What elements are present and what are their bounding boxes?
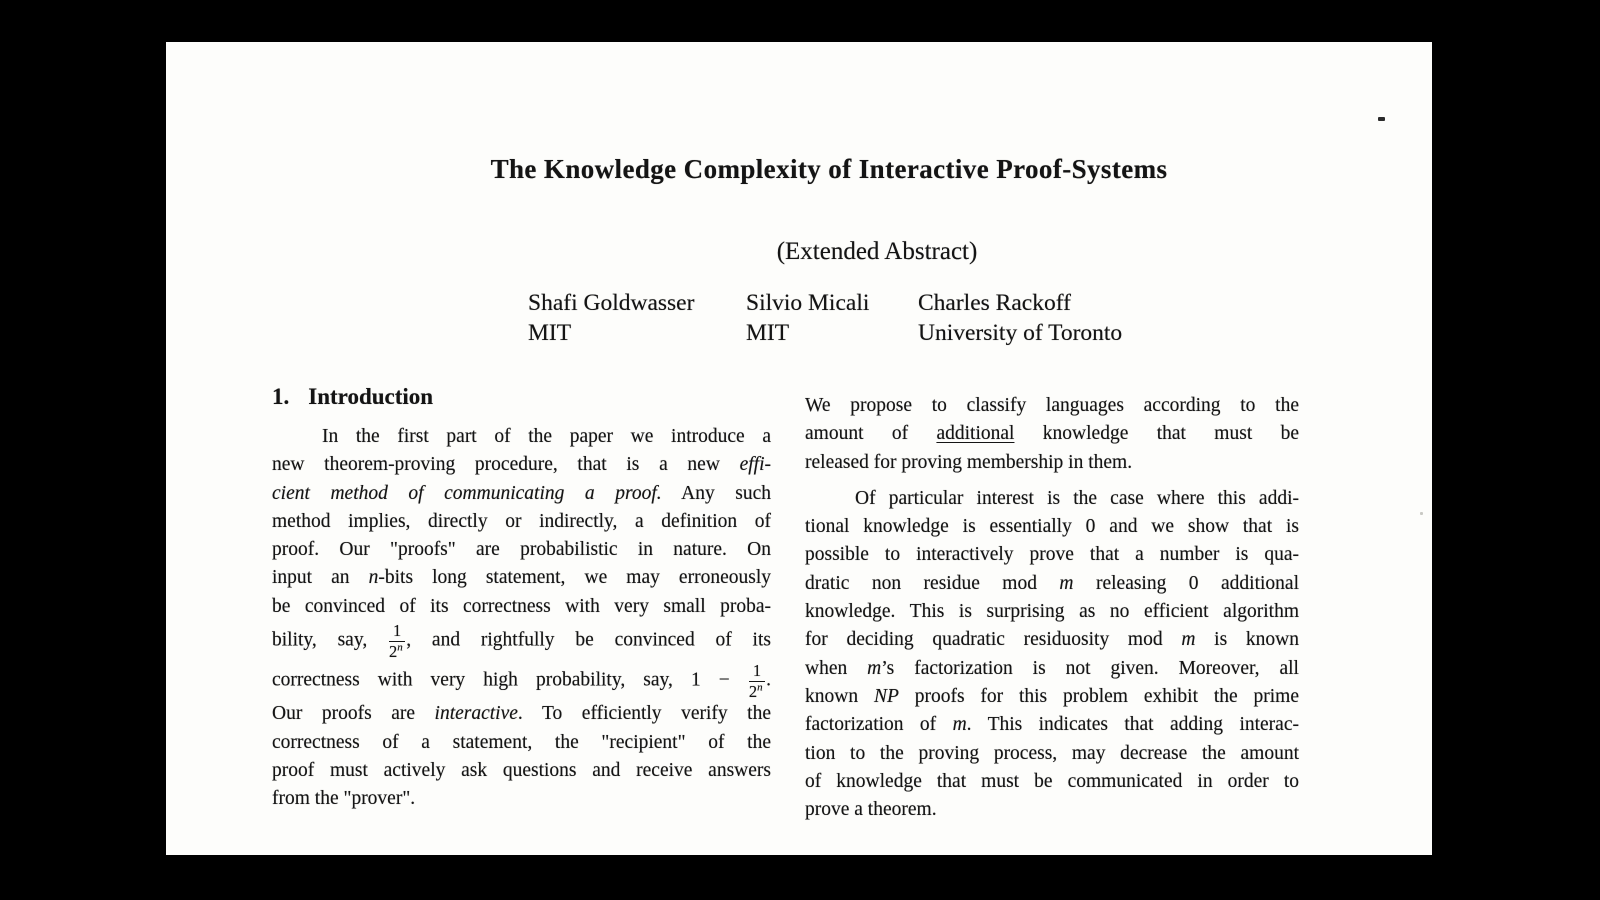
text-line: proof. Our "proofs" are probabilistic in nature. On [272,539,771,561]
text-line: factorization of m. This indicates that adding interac- [805,714,1299,736]
author-block [746,288,869,348]
text-line: released for proving membership in them. [805,451,1133,473]
text-line: be convinced of its correctness with very small proba- [272,595,771,617]
text-line: method implies, directly or indirectly, a definition of [272,510,771,532]
author-affiliation: MIT [746,320,790,346]
section-heading [272,384,433,410]
text-line: possible to interactively prove that a number is qua- [805,544,1299,566]
text-line: tion to the proving process, may decrease the amount [805,742,1299,764]
text-line: bility, say, $\frac{1}{2^n}$ , and rightfully be convinced of its [272,621,771,661]
text-line: correctness of a statement, the "recipient" of the [272,731,771,753]
text-line: tional knowledge is essentially 0 and we show that is [805,516,1299,538]
text-line: In the first part of the paper we introduce a [322,426,771,447]
author-affiliation: University of Toronto [918,320,1123,346]
column-left [272,423,771,814]
text-line: when m’s factorization is not given. Moreover, all [805,657,1299,679]
text-line: known NP proofs for this problem exhibit the prime [805,685,1299,707]
text-line: cient method of communicating a proof. Any such [272,482,772,504]
author-affiliation: MIT [528,320,572,346]
fraction: $\frac{1}{2^n}$ [748,661,766,701]
text-line: dratic non residue mod m releasing 0 additional [805,572,1299,594]
text-line: from the "prover". [272,788,416,810]
paragraph [272,423,771,814]
scan-artifact [1420,512,1423,515]
author-name: Charles Rackoff [918,290,1071,316]
section-label: Introduction [308,384,434,409]
paper-subtitle: (Extended Abstract) [776,238,978,265]
paragraph [805,485,1299,825]
text-line: input an n-bits long statement, we may erroneously [272,567,771,589]
fraction: $\frac{1}{2^n}$ [388,621,406,661]
text-line: proof must actively ask questions and receive answers [272,759,771,781]
text-line: correctness with very high probability, say, 1 − $\frac{1}{2^n}$ . [272,660,771,701]
text-line: prove a theorem. [805,799,937,821]
text-line: for deciding quadratic residuosity mod m is known [805,629,1299,651]
text-line: We propose to classify languages according to the [805,395,1299,416]
author-block [918,288,1122,348]
paragraph [805,392,1299,477]
paper-page [166,42,1432,855]
author-name: Silvio Micali [746,290,870,316]
text-line: knowledge. This is surprising as no efficient algorithm [805,601,1299,623]
text-line: amount of additional knowledge that must be [805,423,1299,445]
section-number: 1. [272,384,290,409]
text-line: Our proofs are interactive. To efficiently verify the [272,703,771,725]
text-line: Of particular interest is the case where this addi- [855,487,1299,509]
paper-title: The Knowledge Complexity of Interactive Proof-Systems [490,154,1168,184]
column-right [805,392,1299,824]
scan-artifact [1378,117,1385,121]
author-block [528,288,694,348]
author-name: Shafi Goldwasser [528,290,695,316]
text-line: new theorem-proving procedure, that is a new effi- [272,454,771,476]
text-line: of knowledge that must be communicated in order to [805,770,1299,792]
